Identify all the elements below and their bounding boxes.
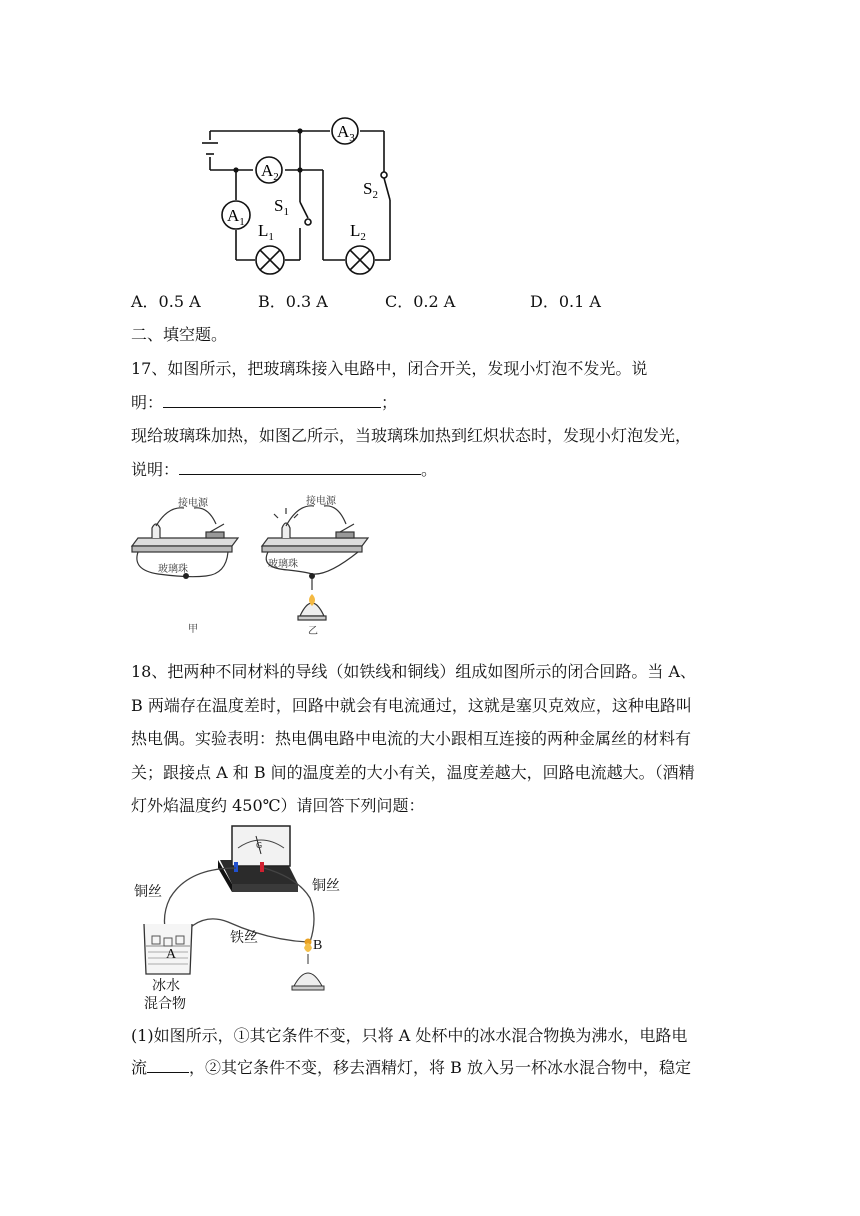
q17-line2-prefix: 明： bbox=[131, 393, 164, 412]
galvanometer bbox=[218, 826, 298, 892]
iron-wire-label: 铁丝 bbox=[230, 931, 258, 946]
thermocouple-figure bbox=[128, 818, 368, 1018]
q18-1-line2 bbox=[131, 1057, 691, 1079]
ammeter-a1-label: $A_1$ bbox=[227, 206, 245, 228]
q17-line4-suffix: 。 bbox=[421, 460, 438, 479]
q17-line2-suffix: ； bbox=[381, 393, 398, 412]
copper-wire-left-label: 铜丝 bbox=[134, 885, 162, 900]
ammeter-a3-label: $A_3$ bbox=[337, 122, 355, 144]
alcohol-lamp bbox=[292, 938, 324, 990]
switch-s2-label: $S_2$ bbox=[363, 179, 378, 201]
switch-s1-label: $S_1$ bbox=[274, 196, 289, 218]
option-c: C．0.2 A bbox=[385, 292, 456, 311]
ammeter-a2-label: $A_2$ bbox=[261, 161, 279, 183]
q18-line2: B 两端存在温度差时，回路中就会有电流通过，这就是塞贝克效应，这种电路叫 bbox=[131, 696, 692, 715]
circuit-diagram bbox=[190, 110, 420, 290]
q17-line1: 17、如图所示，把玻璃珠接入电路中，闭合开关，发现小灯泡不发光。说 bbox=[131, 359, 648, 378]
q18-line4: 关；跟接点 A 和 B 间的温度差的大小有关，温度差越大，回路电流越大。（酒精 bbox=[131, 763, 695, 782]
q17-line4-prefix: 说明： bbox=[131, 460, 180, 479]
ice-water-label-1: 冰水 bbox=[152, 979, 180, 994]
ice-water-label-2: 混合物 bbox=[144, 997, 186, 1012]
answer-blank[interactable] bbox=[147, 1057, 189, 1073]
right-power-label: 接电源 bbox=[306, 496, 336, 507]
right-bead-label: 玻璃珠 bbox=[268, 559, 298, 570]
right-caption: 乙 bbox=[308, 626, 318, 637]
q17-line2 bbox=[131, 392, 397, 414]
ice-beaker bbox=[144, 924, 192, 974]
q17-line4 bbox=[131, 459, 437, 481]
answer-blank[interactable] bbox=[163, 392, 381, 408]
q18-line3: 热电偶。实验表明：热电偶电路中电流的大小跟相互连接的两种金属丝的材料有 bbox=[131, 729, 692, 748]
option-d: D．0.1 A bbox=[530, 292, 601, 311]
glass-bead-figure bbox=[128, 490, 378, 640]
answer-blank[interactable] bbox=[179, 459, 421, 475]
section-heading: 二、填空题。 bbox=[131, 325, 228, 344]
q18-1-line2-suffix: ，②其它条件不变，移去酒精灯，将 B 放入另一杯冰水混合物中，稳定 bbox=[189, 1058, 691, 1077]
point-a-label: A bbox=[166, 947, 177, 962]
copper-wire-right-label: 铜丝 bbox=[312, 879, 340, 894]
lamp-l2-label: $L_2$ bbox=[350, 221, 366, 243]
point-b-label: B bbox=[313, 938, 323, 953]
q18-line1: 18、把两种不同材料的导线（如铁线和铜线）组成如图所示的闭合回路。当 A、 bbox=[131, 662, 697, 681]
left-bead-label: 玻璃珠 bbox=[158, 564, 188, 575]
meter-label: G bbox=[256, 841, 263, 850]
left-power-label: 接电源 bbox=[178, 498, 208, 509]
q18-1-line2-prefix: 流 bbox=[131, 1058, 148, 1077]
lamp-l1-label: $L_1$ bbox=[258, 221, 274, 243]
q18-1-line1: (1)如图所示，①其它条件不变，只将 A 处杯中的冰水混合物换为沸水，电路电 bbox=[131, 1026, 688, 1045]
left-caption: 甲 bbox=[188, 624, 198, 635]
option-a: A．0.5 A bbox=[131, 292, 201, 311]
option-b: B．0.3 A bbox=[258, 292, 328, 311]
q18-line5: 灯外焰温度约 450℃）请回答下列问题： bbox=[131, 796, 425, 815]
q17-line3: 现给玻璃珠加热，如图乙所示，当玻璃珠加热到红炽状态时，发现小灯泡发光， bbox=[131, 426, 692, 445]
